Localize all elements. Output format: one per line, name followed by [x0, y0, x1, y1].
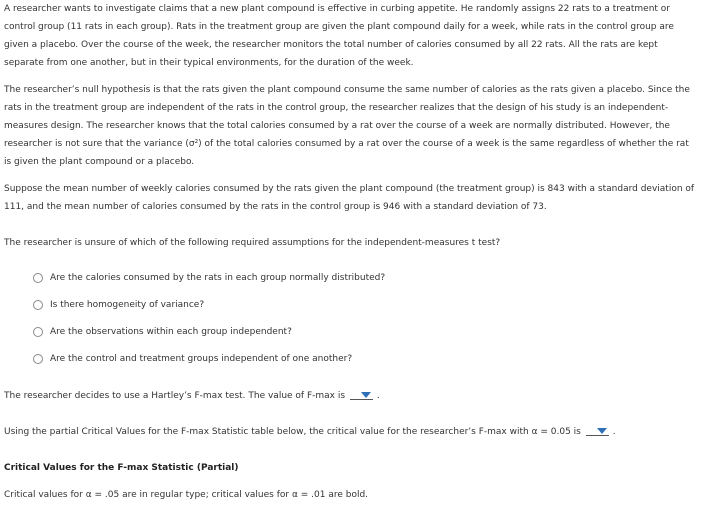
assumption-options [33, 264, 385, 372]
radio-button[interactable] [33, 273, 43, 283]
option-normality[interactable] [33, 264, 385, 291]
fmax-prefix: The researcher decides to use a Hartley’s F-max test. The value of F-max is [4, 391, 346, 401]
radio-button[interactable] [33, 354, 43, 364]
caret-down-icon [361, 392, 371, 398]
radio-button[interactable] [33, 300, 43, 310]
option-label[interactable]: Are the observations within each group independent? [50, 326, 292, 337]
option-homogeneity[interactable] [33, 291, 385, 318]
critical-suffix: . [612, 427, 616, 437]
fmax-sentence [4, 387, 380, 405]
intro-paragraph-3: Suppose the mean number of weekly calories consumed by the rats given the plant compound (the treatment group) is 843 with a standard deviation of 111, and the mean number of calories consumed by the rats in the control group is 946 with a standard deviation of 73. [4, 184, 695, 212]
caret-down-icon [597, 428, 607, 434]
fmax-suffix: . [376, 391, 380, 401]
option-label[interactable]: Is there homogeneity of variance? [50, 299, 205, 310]
table-heading: Critical Values for the F-max Statistic (Partial) [4, 463, 239, 473]
critical-value-sentence [4, 423, 616, 441]
intro-paragraph-1: A researcher wants to investigate claims that a new plant compound is effective in curbing appetite. He randomly assigns 22 rats to a treatment or control group (11 rats in each group). Rats in the treatment group are given the plant compound daily for a week, while rats in the control group are given a placebo. Over the course of the week, the researcher monitors the total number of calories consumed by all 22 rats. All the rats are kept separate from one another, but in their typical environments, for the duration of the week. [4, 4, 674, 68]
option-between-independence[interactable] [33, 345, 385, 372]
intro-paragraph-2: The researcher’s null hypothesis is that the rats given the plant compound consume the same number of calories as the rats given a placebo. Since the rats in the treatment group are independent of the rats in the control group, the researcher realizes that the design of his study is an independent-measures design. The researcher knows that the total calories consumed by a rat over the course of a week are normally distributed. However, the researcher is not sure that the variance (σ²) of the total calories consumed by a rat over the course of a week is the same regardless of whether the rat is given the plant compound or a placebo. [4, 85, 690, 167]
option-within-independence[interactable] [33, 318, 385, 345]
option-label[interactable]: Are the calories consumed by the rats in each group normally distributed? [50, 272, 386, 283]
option-label[interactable]: Are the control and treatment groups independent of one another? [50, 353, 353, 364]
question-prompt: The researcher is unsure of which of the following required assumptions for the independent-measures t test? [4, 238, 501, 248]
critical-value-dropdown[interactable] [586, 424, 609, 436]
table-note: Critical values for α = .05 are in regular type; critical values for α = .01 are bold. [4, 490, 369, 500]
radio-button[interactable] [33, 327, 43, 337]
fmax-dropdown[interactable] [350, 388, 373, 400]
critical-prefix: Using the partial Critical Values for the F-max Statistic table below, the critical value for the researcher’s F-max with α = 0.05 is [4, 427, 581, 437]
